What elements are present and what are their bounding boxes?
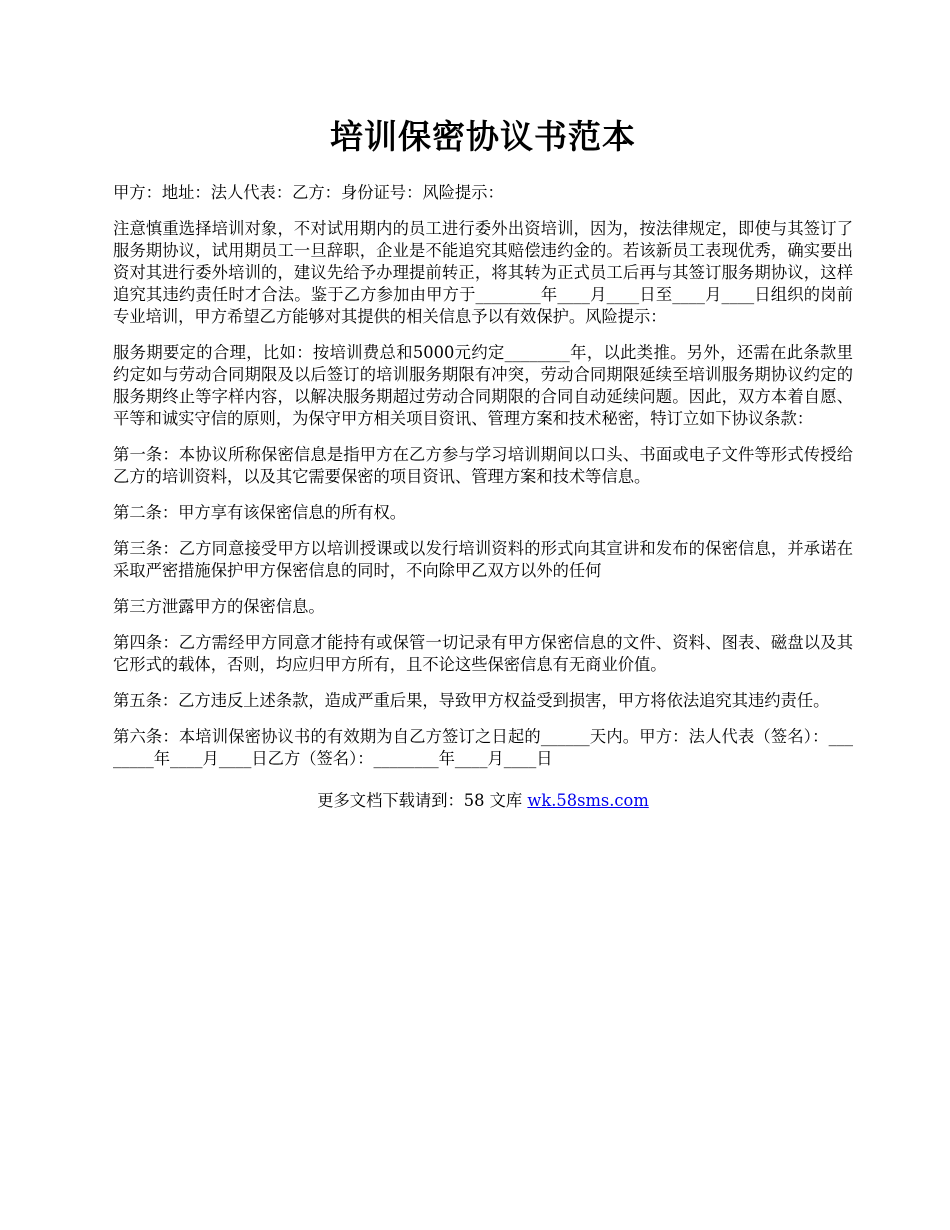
paragraph-article-3-cont: 第三方泄露甲方的保密信息。 (113, 597, 325, 616)
document-title: 培训保密协议书范本 (330, 117, 636, 156)
paragraph-article-3: 第三条：乙方同意接受甲方以培训授课或以发行培训资料的形式向其宣讲和发布的保密信息，并承诺在采取严密措施保护甲方保密信息的同时，不向除甲乙双方以外的任何 (113, 539, 853, 580)
paragraph-article-5: 第五条：乙方违反上述条款，造成严重后果，导致甲方权益受到损害，甲方将依法追究其违约责任。 (113, 691, 830, 710)
footer-link[interactable]: wk.58sms.com (527, 791, 649, 810)
paragraph-article-1: 第一条：本协议所称保密信息是指甲方在乙方参与学习培训期间以口头、书面或电子文件等形式传授给乙方的培训资料，以及其它需要保密的项目资讯、管理方案和技术等信息。 (113, 445, 853, 486)
paragraph-article-6: 第六条：本培训保密协议书的有效期为自乙方签订之日起的______天内。甲方：法人代表（签名）：________年____月____日乙方（签名）：________年____月____日 (113, 727, 853, 768)
document-page (113, 112, 853, 812)
paragraph-article-2: 第二条：甲方享有该保密信息的所有权。 (113, 503, 407, 522)
footer (113, 790, 853, 812)
footer-text: 更多文档下载请到：58 文库 (317, 791, 528, 810)
paragraph-risk-notice-1: 注意慎重选择培训对象，不对试用期内的员工进行委外出资培训，因为，按法律规定，即使与其签订了服务期协议，试用期员工一旦辞职，企业是不能追究其赔偿违约金的。若该新员工表现优秀，确实要出资对其进行委外培训的，建议先给予办理提前转正，将其转为正式员工后再与其签订服务期协议，这样追究其违约责任时才合法。鉴于乙方参加由甲方于________年____月____日至____月____日组织的岗前专业培训，甲方希望乙方能够对其提供的相关信息予以有效保护。风险提示： (113, 219, 853, 326)
paragraph-risk-notice-2: 服务期要定的合理，比如：按培训费总和5000元约定________年，以此类推。另外，还需在此条款里约定如与劳动合同期限及以后签订的培训服务期限有冲突，劳动合同期限延续至培训服务期协议约定的服务期终止等字样内容，以解决服务期超过劳动合同期限的合同自动延续问题。因此，双方本着自愿、平等和诚实守信的原则，为保守甲方相关项目资讯、管理方案和技术秘密，特订立如下协议条款： (113, 343, 853, 428)
paragraph-article-4: 第四条：乙方需经甲方同意才能持有或保管一切记录有甲方保密信息的文件、资料、图表、磁盘以及其它形式的载体，否则，均应归甲方所有，且不论这些保密信息有无商业价值。 (113, 633, 853, 674)
paragraph-parties: 甲方：地址：法人代表：乙方：身份证号：风险提示： (113, 183, 504, 202)
